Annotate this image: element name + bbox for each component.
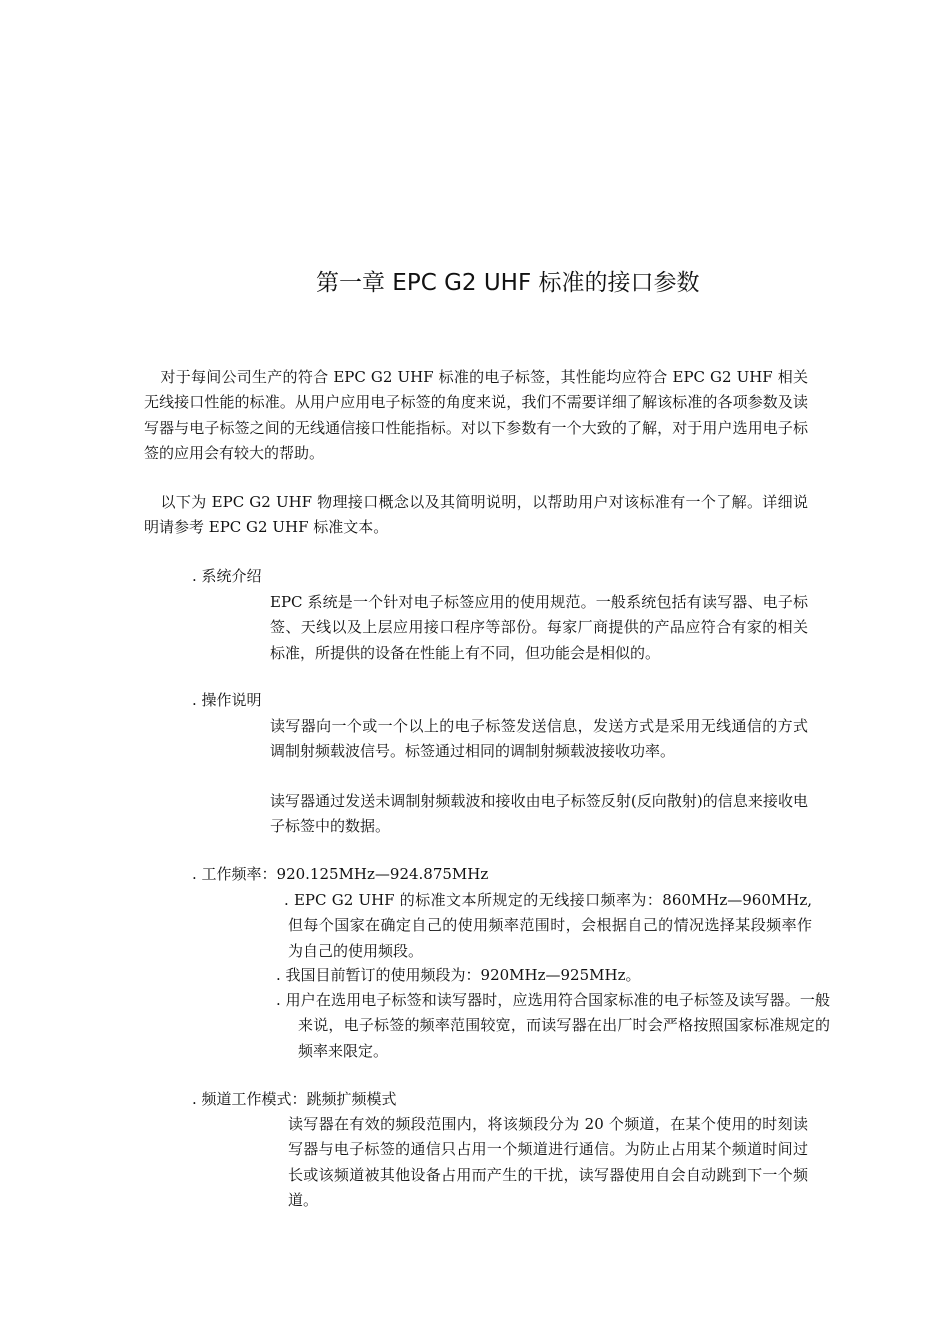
frequency-bullet-3: . 用户在选用电子标签和读写器时，应选用符合国家标准的电子标签及读写器。一般来说，电子标签的频率范围较宽，而读写器在出厂时会严格按照国家标准规定的频率来限定。 (276, 991, 830, 1060)
frequency-bullet-2: . 我国目前暂订的使用频段为：920MHz—925MHz。 (276, 966, 641, 984)
section-body-channel-mode: 读写器在有效的频段范围内，将该频段分为 20 个频道，在某个使用的时刻读写器与电子标签的通信只占用一个频道进行通信。为防止占用某个频道时间过长或该频道被其他设备占用而产生的干扰，读写器使用自会自动跳到下一个频道。 (288, 1115, 808, 1209)
section-body-operation-1: 读写器向一个或一个以上的电子标签发送信息，发送方式是采用无线通信的方式调制射频载波信号。标签通过相同的调制射频载波接收功率。 (270, 717, 808, 761)
chapter-title: 第一章 EPC G2 UHF 标准的接口参数 (316, 270, 700, 296)
section-heading-frequency: . 工作频率：920.125MHz—924.875MHz (192, 865, 489, 883)
section-heading-operation: . 操作说明 (192, 691, 262, 709)
section-body-operation-2: 读写器通过发送未调制射频载波和接收由电子标签反射(反向散射)的信息来接收电子标签中的数据。 (270, 792, 808, 836)
section-body-system: EPC 系统是一个针对电子标签应用的使用规范。一般系统包括有读写器、电子标签、天线以及上层应用接口程序等部份。每家厂商提供的产品应符合有家的相关标准，所提供的设备在性能上有不同，但功能会是相似的。 (270, 593, 808, 662)
intro-paragraph-1: 对于每间公司生产的符合 EPC G2 UHF 标准的电子标签，其性能均应符合 EPC G2 UHF 相关无线接口性能的标准。从用户应用电子标签的角度来说，我们不需要详细了解该标准的各项参数及读写器与电子标签之间的无线通信接口性能指标。对以下参数有一个大致的了解，对于用户选用电子标签的应用会有较大的帮助。 (144, 368, 808, 462)
section-heading-system: . 系统介绍 (192, 567, 262, 585)
intro-paragraph-2: 以下为 EPC G2 UHF 物理接口概念以及其简明说明，以帮助用户对该标准有一个了解。详细说明请参考 EPC G2 UHF 标准文本。 (144, 493, 808, 537)
frequency-bullet-1: . EPC G2 UHF 的标准文本所规定的无线接口频率为：860MHz—960MHz, 但每个国家在确定自己的使用频率范围时，会根据自己的情况选择某段频率作为自己的使用频段。 (284, 891, 812, 960)
section-heading-channel-mode: . 频道工作模式：跳频扩频模式 (192, 1090, 397, 1108)
